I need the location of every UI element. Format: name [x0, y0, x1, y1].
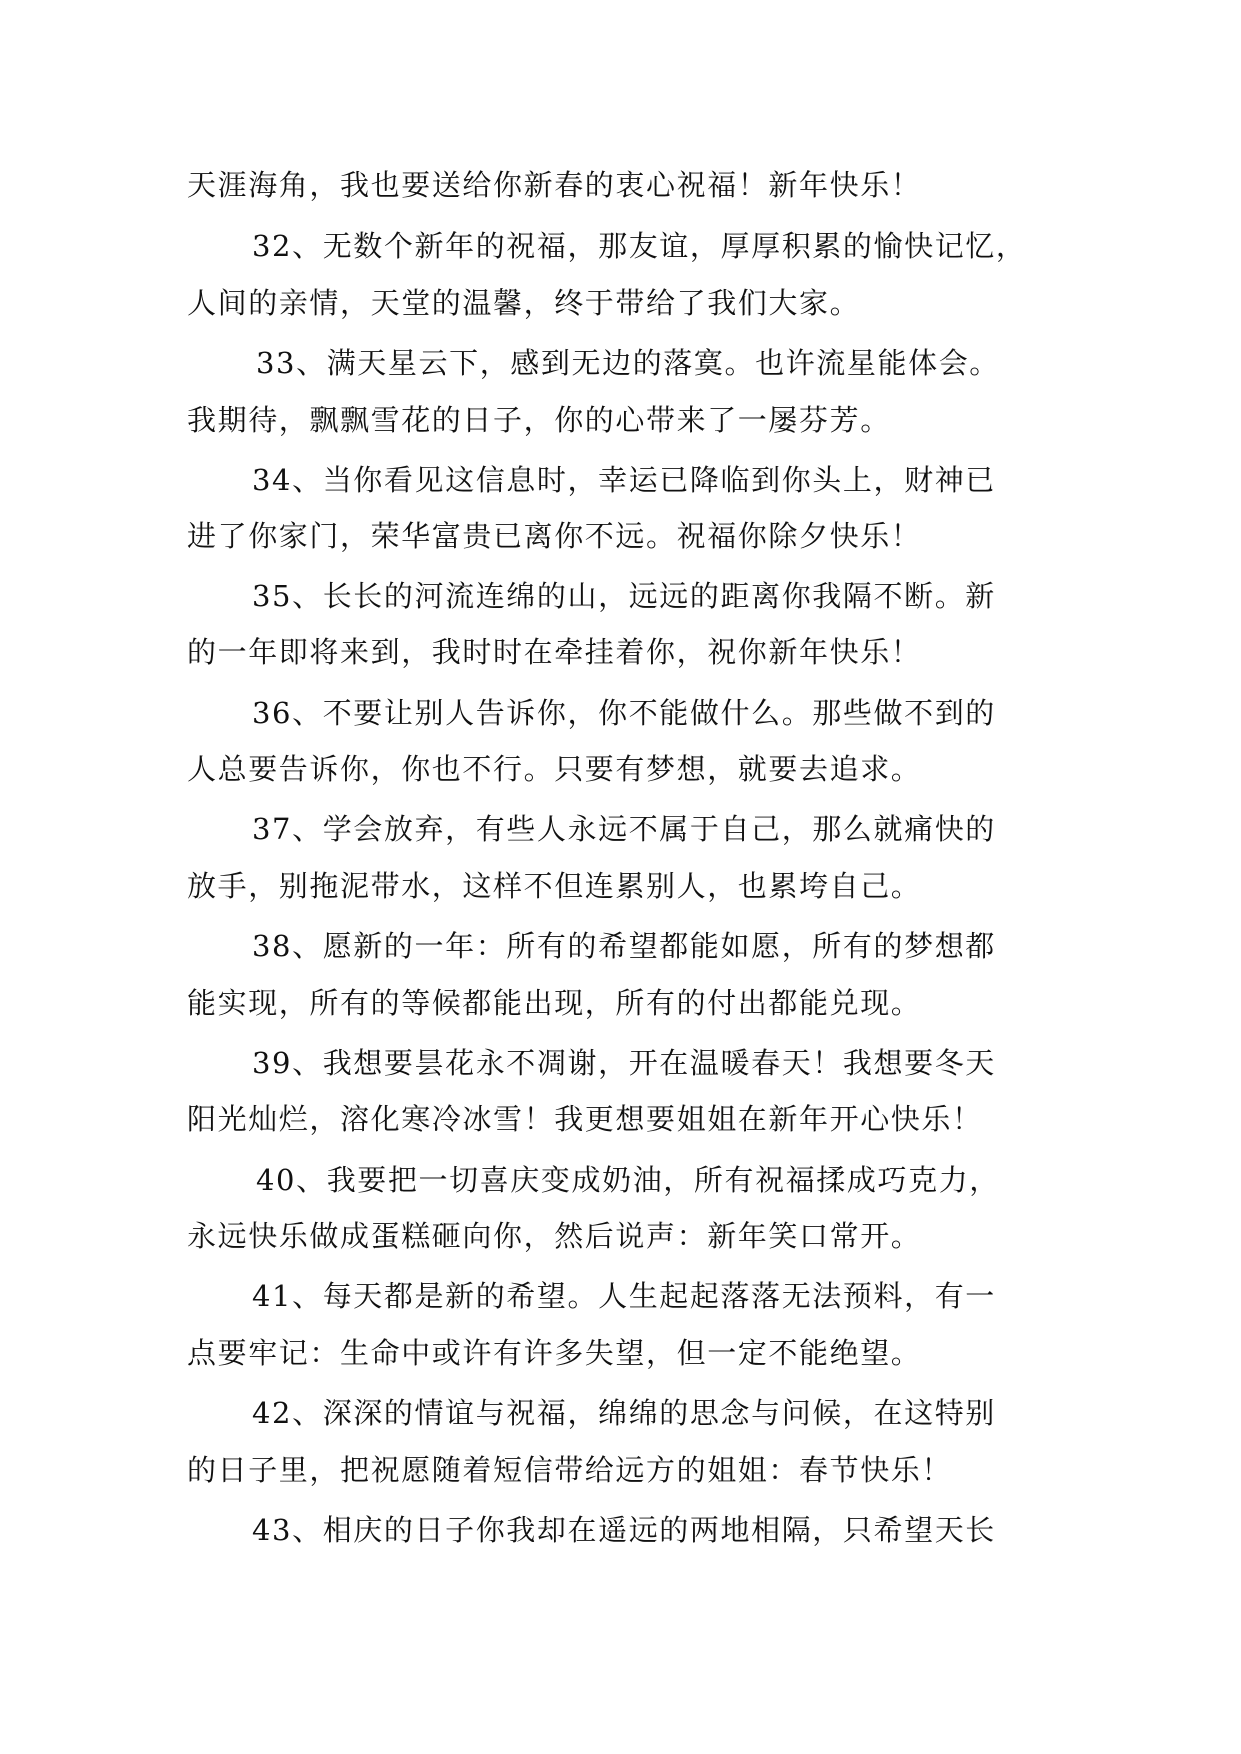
text-line: 36、不要让别人告诉你，你不能做什么。那些做不到的: [252, 696, 996, 730]
text-line: 37、学会放弃，有些人永远不属于自己，那么就痛快的: [252, 812, 996, 846]
text-line: 天涯海角，我也要送给你新春的衷心祝福！新年快乐！: [187, 168, 922, 202]
text-line: 放手，别拖泥带水，这样不但连累别人，也累垮自己。: [187, 869, 922, 903]
text-line: 33、满天星云下，感到无边的落寞。也许流星能体会。: [256, 346, 1000, 380]
text-line: 我期待，飘飘雪花的日子，你的心带来了一屡芬芳。: [187, 403, 891, 437]
text-line: 的一年即将来到，我时时在牵挂着你，祝你新年快乐！: [187, 635, 922, 669]
text-line: 32、无数个新年的祝福，那友谊，厚厚积累的愉快记忆，: [252, 229, 1027, 263]
text-line: 42、深深的情谊与祝福，绵绵的思念与问候，在这特别: [252, 1396, 996, 1430]
text-line: 41、每天都是新的希望。人生起起落落无法预料，有一: [252, 1279, 996, 1313]
text-line: 43、相庆的日子你我却在遥远的两地相隔，只希望天长: [252, 1513, 996, 1547]
text-line: 的日子里，把祝愿随着短信带给远方的姐姐：春节快乐！: [187, 1453, 953, 1487]
text-line: 能实现，所有的等候都能出现，所有的付出都能兑现。: [187, 986, 922, 1020]
text-line: 38、愿新的一年：所有的希望都能如愿，所有的梦想都: [252, 929, 996, 963]
text-line: 人总要告诉你，你也不行。只要有梦想，就要去追求。: [187, 752, 922, 786]
text-line: 34、当你看见这信息时，幸运已降临到你头上，财神已: [252, 463, 996, 497]
text-line: 人间的亲情，天堂的温馨，终于带给了我们大家。: [187, 286, 861, 320]
text-line: 进了你家门，荣华富贵已离你不远。祝福你除夕快乐！: [187, 519, 922, 553]
text-line: 永远快乐做成蛋糕砸向你，然后说声：新年笑口常开。: [187, 1219, 922, 1253]
text-line: 39、我想要昙花永不凋谢，开在温暖春天！我想要冬天: [252, 1046, 996, 1080]
text-line: 35、长长的河流连绵的山，远远的距离你我隔不断。新: [252, 579, 996, 613]
text-line: 阳光灿烂，溶化寒冷冰雪！我更想要姐姐在新年开心快乐！: [187, 1102, 983, 1136]
text-line: 点要牢记：生命中或许有许多失望，但一定不能绝望。: [187, 1336, 922, 1370]
text-line: 40、我要把一切喜庆变成奶油，所有祝福揉成巧克力，: [256, 1163, 1000, 1197]
